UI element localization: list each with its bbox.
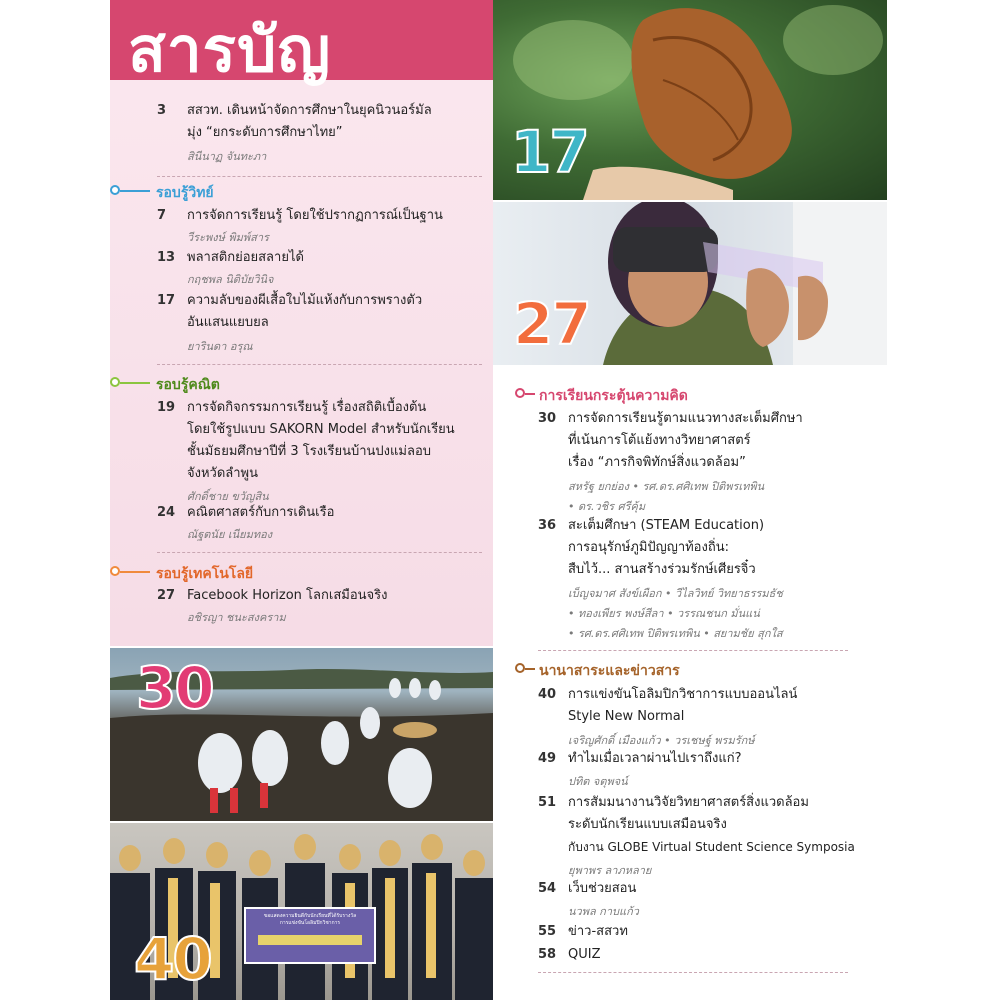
vr-headset-photo [493,202,887,365]
award-banner: ขอแสดงความยินดีกับนักเรียนที่ได้รับรางวัล การแข่งขันโอลิมปิกวิชาการ [263,913,357,926]
award-group-photo [110,823,493,1000]
beach-cleanup-photo [110,648,493,821]
page-number: 3 [157,103,167,118]
section-news: นานาสาระและข่าวสาร [493,660,833,680]
entry-title: สสวท. เดินหน้าจัดการศึกษาในยุคนิวนอร์มัล มุ่ง “ยกระดับการศึกษาไทย” [187,103,432,140]
toc-entry-55[interactable]: 55 ข่าว-สสวท [538,924,628,939]
page-number-27: 27 [513,290,590,358]
entry-author: สินีนาฏ จันทะภา [187,150,267,163]
toc-entry-17[interactable]: 17 ความลับของผีเสื้อใบไม้แห้งกับการพรางตัว อันแสนแยบยล ยารินดา อรุณ [157,293,423,353]
butterfly-photo [493,0,887,200]
toc-entry-49[interactable]: 49 ทำไมเมื่อเวลาผ่านไปเราถึงแก่? ปทิต จตุพจน์ [538,751,742,788]
toc-entry-19[interactable]: 19 การจัดกิจกรรมการเรียนรู้ เรื่องสถิติเบื้องต้น โดยใช้รูปแบบ SAKORN Model สำหรับนักเรียน ชั้นมัธยมศึกษาปีที่ 3 โรงเรียนบ้านปงแม่ลอบ จังหวัดลำพูน ศักดิ์ชาย ขวัญสิน [157,400,455,503]
section-marker [110,185,120,195]
toc-entry-3[interactable] [157,100,487,170]
section-math: รอบรู้คณิต [110,374,410,394]
toc-entry-40[interactable]: 40 การแข่งขันโอลิมปิกวิชาการแบบออนไลน์ Style New Normal เจริญศักดิ์ เมืองแก้ว • วรเชษฐ์ พรมรักษ์ [538,687,798,747]
divider [157,552,482,553]
section-tech: รอบรู้เทคโนโลยี [110,563,410,583]
page-number-17: 17 [511,118,588,186]
toc-entry-13[interactable]: 13 พลาสติกย่อยสลายได้ กฤชพล นิติบัยวินิจ [157,250,304,286]
divider [538,972,848,973]
toc-entry-36[interactable]: 36 สะเต็มศึกษา (STEAM Education) การอนุรักษ์ภูมิปัญญาท้องถิ่น: สืบไว้... สานสร้างร่วมรักษ์เศียรจิ๋ว เบ็ญจมาศ สังข์เผือก • วีไลวิทย์ วิทยาธรรมธัช • ทองเพียร พงษ์สีลา • วรรณชนก มั่นแน่ • รศ.ดร.ศศิเทพ ปิติพรเทพิน • สยามชัย สุกใส [538,518,783,640]
page-number-40: 40 [134,925,211,993]
page-title: สารบัญ [128,13,332,86]
page-number-30: 30 [136,654,213,722]
toc-entry-30[interactable]: 30 การจัดการเรียนรู้ตามแนวทางสะเต็มศึกษา ที่เน้นการโต้แย้งทางวิทยาศาสตร์ เรื่อง “ภารกิจพิทักษ์สิ่งแวดล้อม” สหรัฐ ยกย่อง • รศ.ดร.ศศิเทพ ปิติพรเทพิน • ดร.วชิร ศรีคุ้ม [538,411,803,513]
toc-entry-51[interactable]: 51 การสัมมนางานวิจัยวิทยาศาสตร์สิ่งแวดล้อม ระดับนักเรียนแบบเสมือนจริง กับงาน GLOBE Virtual Student Science Symposia ยุพาพร ลาภหลาย [538,795,855,877]
toc-entry-27[interactable]: 27 Facebook Horizon โลกเสมือนจริง อชิรญา ชนะสงคราม [157,588,388,624]
section-thinking: การเรียนกระตุ้นความคิด [493,385,833,405]
toc-entry-58[interactable]: 58 QUIZ [538,947,601,962]
toc-entry-54[interactable]: 54 เว็บช่วยสอน นวพล กาบแก้ว [538,881,639,918]
divider [157,176,482,177]
section-science [110,182,410,202]
toc-entry-24[interactable]: 24 คณิตศาสตร์กับการเดินเรือ ณัฐตนัย เนียมทอง [157,505,335,541]
section-label: รอบรู้วิทย์ [156,185,214,201]
divider [157,364,482,365]
toc-entry-7[interactable]: 7 การจัดการเรียนรู้ โดยใช้ปรากฏการณ์เป็นฐาน วีระพงษ์ พิมพ์สาร [157,208,443,244]
divider [538,650,848,651]
